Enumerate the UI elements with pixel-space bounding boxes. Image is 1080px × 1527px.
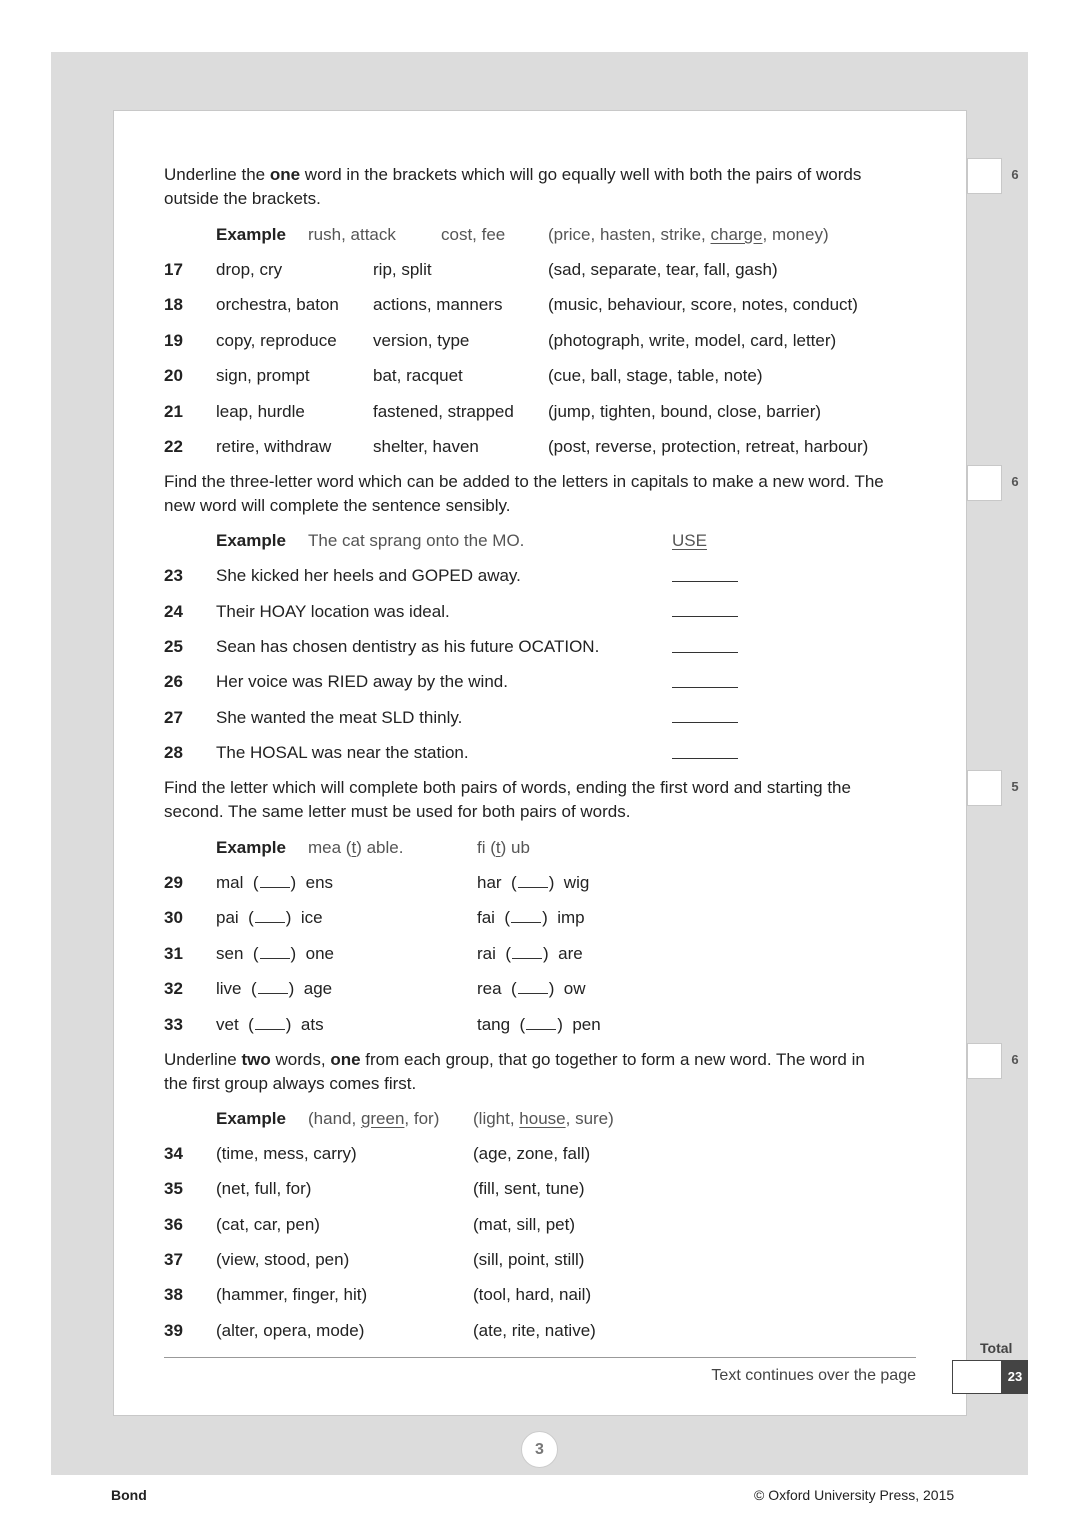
first-word-pair[interactable]: mal ( ) ens: [216, 873, 334, 892]
word-pair-1: copy, reproduce: [216, 331, 337, 350]
word-group-2[interactable]: (ate, rite, native): [473, 1321, 596, 1340]
word-group-2[interactable]: (mat, sill, pet): [473, 1215, 576, 1234]
bracket-options[interactable]: (sad, separate, tear, fall, gash): [548, 260, 778, 279]
question-sentence: Her voice was RIED away by the wind.: [216, 672, 508, 691]
question-sentence: She kicked her heels and GOPED away.: [216, 566, 521, 585]
first-word-pair[interactable]: vet ( ) ats: [216, 1015, 324, 1034]
bracket-options[interactable]: (music, behaviour, score, notes, conduct): [548, 295, 858, 314]
answer-blank[interactable]: [672, 758, 738, 759]
word-pair-2: version, type: [373, 331, 470, 350]
answer-blank[interactable]: [672, 616, 738, 617]
question-number: 33: [164, 1015, 183, 1034]
second-word-pair[interactable]: rai ( ) are: [477, 944, 583, 963]
second-word-pair[interactable]: tang ( ) pen: [477, 1015, 601, 1034]
answer-blank[interactable]: [672, 581, 738, 582]
question-number: 31: [164, 944, 183, 963]
example-pair2: cost, fee: [441, 225, 506, 244]
question-sentence: She wanted the meat SLD thinly.: [216, 708, 463, 727]
total-score-box[interactable]: [952, 1360, 1002, 1394]
example-first-pair: mea (t) able.: [308, 838, 404, 857]
word-pair-1: leap, hurdle: [216, 402, 305, 421]
section3-instruction: Find the letter which will complete both pairs of words, ending the first word and starting the second. The same letter must be used for both pairs of words.: [164, 778, 851, 821]
question-number: 27: [164, 708, 183, 727]
answer-blank[interactable]: [672, 722, 738, 723]
word-group-1[interactable]: (net, full, for): [216, 1179, 312, 1198]
question-number: 37: [164, 1250, 183, 1269]
example-sentence: The cat sprang onto the MO.: [308, 531, 525, 550]
section-max-score: 6: [1011, 474, 1019, 489]
question-number: 30: [164, 908, 183, 927]
question-number: 36: [164, 1215, 183, 1234]
question-number: 38: [164, 1285, 183, 1304]
footer-divider: [164, 1357, 916, 1358]
example-group1: (hand, green, for): [308, 1109, 440, 1128]
question-number: 20: [164, 366, 183, 385]
second-word-pair[interactable]: har ( ) wig: [477, 873, 590, 892]
bracket-options[interactable]: (cue, ball, stage, table, note): [548, 366, 763, 385]
question-number: 19: [164, 331, 183, 350]
example-answer: USE: [672, 531, 707, 550]
answer-blank[interactable]: [672, 652, 738, 653]
word-pair-2: actions, manners: [373, 295, 503, 314]
first-word-pair[interactable]: live ( ) age: [216, 979, 333, 998]
bracket-options[interactable]: (jump, tighten, bound, close, barrier): [548, 402, 822, 421]
example-pair1: rush, attack: [308, 225, 396, 244]
word-group-2[interactable]: (age, zone, fall): [473, 1144, 591, 1163]
word-pair-1: retire, withdraw: [216, 437, 332, 456]
example-label: Example: [216, 1109, 286, 1128]
question-number: 26: [164, 672, 183, 691]
score-box[interactable]: [967, 158, 1002, 194]
question-number: 18: [164, 295, 183, 314]
word-pair-2: bat, racquet: [373, 366, 463, 385]
word-group-1[interactable]: (alter, opera, mode): [216, 1321, 365, 1340]
second-word-pair[interactable]: rea ( ) ow: [477, 979, 586, 998]
word-group-2[interactable]: (fill, sent, tune): [473, 1179, 585, 1198]
bracket-options[interactable]: (post, reverse, protection, retreat, harbour): [548, 437, 869, 456]
publisher-brand: Bond: [111, 1487, 147, 1503]
word-group-1[interactable]: (cat, car, pen): [216, 1215, 320, 1234]
section2-instruction: Find the three-letter word which can be added to the letters in capitals to make a new word. The new word will complete the sentence sensibly.: [164, 472, 884, 515]
score-box[interactable]: [967, 770, 1002, 806]
example-second-pair: fi (t) ub: [477, 838, 530, 857]
copyright-notice: © Oxford University Press, 2015: [754, 1487, 955, 1503]
example-label: Example: [216, 838, 286, 857]
section1-instruction: Underline the one word in the brackets which will go equally well with both the pairs of words outside the brackets.: [164, 165, 862, 208]
question-number: 39: [164, 1321, 183, 1340]
question-number: 17: [164, 260, 183, 279]
section-max-score: 6: [1011, 167, 1019, 182]
first-word-pair[interactable]: pai ( ) ice: [216, 908, 323, 927]
question-number: 24: [164, 602, 183, 621]
example-options: (price, hasten, strike, charge, money): [548, 225, 829, 244]
word-pair-1: drop, cry: [216, 260, 283, 279]
word-pair-2: rip, split: [373, 260, 432, 279]
section-max-score: 6: [1011, 1052, 1019, 1067]
score-box[interactable]: [967, 465, 1002, 501]
question-number: 32: [164, 979, 183, 998]
word-pair-2: fastened, strapped: [373, 402, 514, 421]
word-group-2[interactable]: (sill, point, still): [473, 1250, 585, 1269]
question-number: 25: [164, 637, 183, 656]
word-group-1[interactable]: (hammer, finger, hit): [216, 1285, 368, 1304]
question-number: 22: [164, 437, 183, 456]
question-number: 23: [164, 566, 183, 585]
section-max-score: 5: [1011, 779, 1019, 794]
example-group2: (light, house, sure): [473, 1109, 614, 1128]
section4-instruction: Underline two words, one from each group, that go together to form a new word. The word in the first group always comes first.: [164, 1050, 865, 1093]
continue-note: Text continues over the page: [711, 1367, 916, 1384]
word-group-1[interactable]: (time, mess, carry): [216, 1144, 357, 1163]
question-sentence: The HOSAL was near the station.: [216, 743, 469, 762]
bracket-options[interactable]: (photograph, write, model, card, letter): [548, 331, 837, 350]
question-sentence: Their HOAY location was ideal.: [216, 602, 450, 621]
score-box[interactable]: [967, 1043, 1002, 1079]
word-group-1[interactable]: (view, stood, pen): [216, 1250, 350, 1269]
example-label: Example: [216, 531, 286, 550]
total-max-score: 23: [1002, 1360, 1028, 1394]
word-group-2[interactable]: (tool, hard, nail): [473, 1285, 592, 1304]
question-sentence: Sean has chosen dentistry as his future OCATION.: [216, 637, 600, 656]
example-label: Example: [216, 225, 286, 244]
question-number: 34: [164, 1144, 183, 1163]
second-word-pair[interactable]: fai ( ) imp: [477, 908, 585, 927]
question-number: 29: [164, 873, 183, 892]
page-number: 3: [521, 1431, 558, 1468]
answer-blank[interactable]: [672, 687, 738, 688]
question-number: 35: [164, 1179, 183, 1198]
total-label: Total: [980, 1340, 1013, 1356]
word-pair-1: sign, prompt: [216, 366, 310, 385]
question-number: 21: [164, 402, 183, 421]
first-word-pair[interactable]: sen ( ) one: [216, 944, 335, 963]
word-pair-2: shelter, haven: [373, 437, 479, 456]
question-number: 28: [164, 743, 183, 762]
word-pair-1: orchestra, baton: [216, 295, 339, 314]
